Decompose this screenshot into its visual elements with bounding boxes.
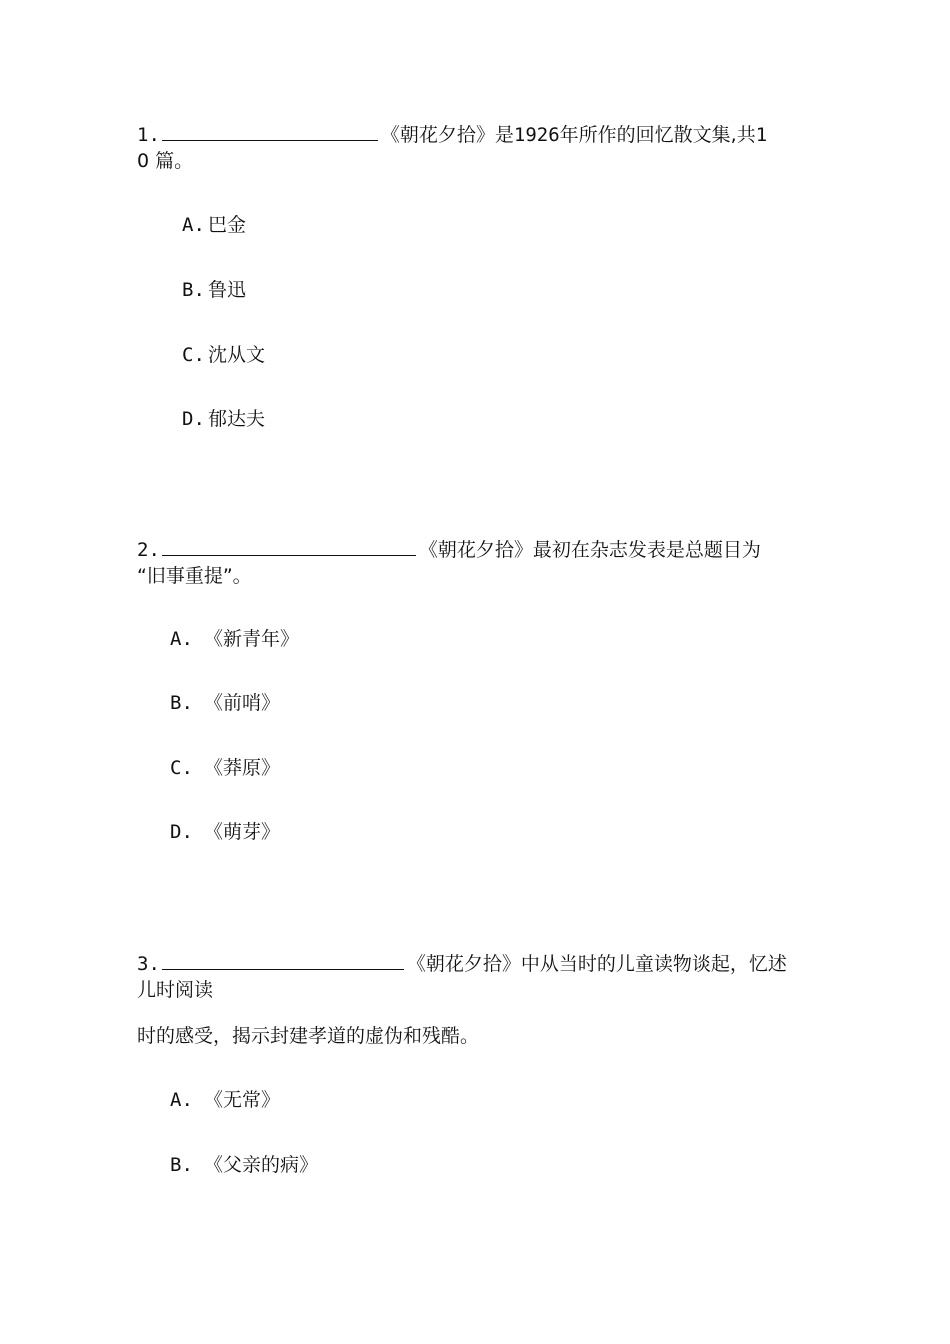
option-text: 《无常》 xyxy=(204,1089,281,1111)
option-d xyxy=(170,819,280,845)
question-2-stem-line2: “旧事重提”。 xyxy=(137,565,252,587)
option-letter: A. xyxy=(170,628,193,650)
option-d xyxy=(182,406,265,432)
option-text: 《莽原》 xyxy=(204,757,281,779)
option-text: 《萌芽》 xyxy=(204,821,281,843)
option-letter: D. xyxy=(170,821,193,843)
question-text: 《朝花夕拾》是 xyxy=(380,124,514,146)
question-3-stem-line3: 时的感受，揭示封建孝道的虚伪和残酷。 xyxy=(137,1025,480,1047)
question-1-stem-line2: 0 篇。 xyxy=(137,150,194,172)
answer-blank xyxy=(162,951,404,970)
option-letter: B. xyxy=(170,1154,193,1176)
option-b xyxy=(182,277,246,303)
option-b xyxy=(170,690,280,716)
option-text: 《前哨》 xyxy=(204,692,281,714)
option-b xyxy=(170,1152,318,1178)
option-letter: C. xyxy=(182,344,205,366)
question-1-stem xyxy=(137,122,767,148)
question-year: 1926 xyxy=(513,124,560,146)
option-letter: B. xyxy=(170,692,193,714)
option-letter: A. xyxy=(182,214,205,236)
option-text: 《新青年》 xyxy=(204,628,300,650)
option-text: 鲁迅 xyxy=(208,279,247,301)
answer-blank xyxy=(162,122,378,141)
option-text: 郁达夫 xyxy=(208,408,266,430)
option-letter: D. xyxy=(182,408,205,430)
question-text: 1 xyxy=(755,124,768,146)
option-text: 沈从文 xyxy=(208,344,266,366)
option-letter: C. xyxy=(170,757,193,779)
option-a xyxy=(170,626,299,652)
answer-blank xyxy=(162,537,416,556)
question-text: 《朝花夕拾》最初在杂志发表是总题目为 xyxy=(418,539,761,561)
question-3-stem-line2: 儿时阅读 xyxy=(137,979,214,1001)
option-c xyxy=(170,755,280,781)
question-text: 年所作的回忆散文集,共 xyxy=(559,124,756,146)
question-number: 2. xyxy=(137,539,160,561)
question-number: 3. xyxy=(137,953,160,975)
question-number: 1. xyxy=(137,124,160,146)
option-c xyxy=(182,342,265,368)
option-letter: B. xyxy=(182,279,205,301)
option-a xyxy=(170,1087,280,1113)
question-3-stem xyxy=(137,951,787,977)
option-text: 巴金 xyxy=(208,214,247,236)
question-text: 《朝花夕拾》中从当时的儿童读物谈起，忆述 xyxy=(406,953,787,975)
question-2-stem xyxy=(137,537,761,563)
option-a xyxy=(182,212,246,238)
option-text: 《父亲的病》 xyxy=(204,1154,319,1176)
option-letter: A. xyxy=(170,1089,193,1111)
